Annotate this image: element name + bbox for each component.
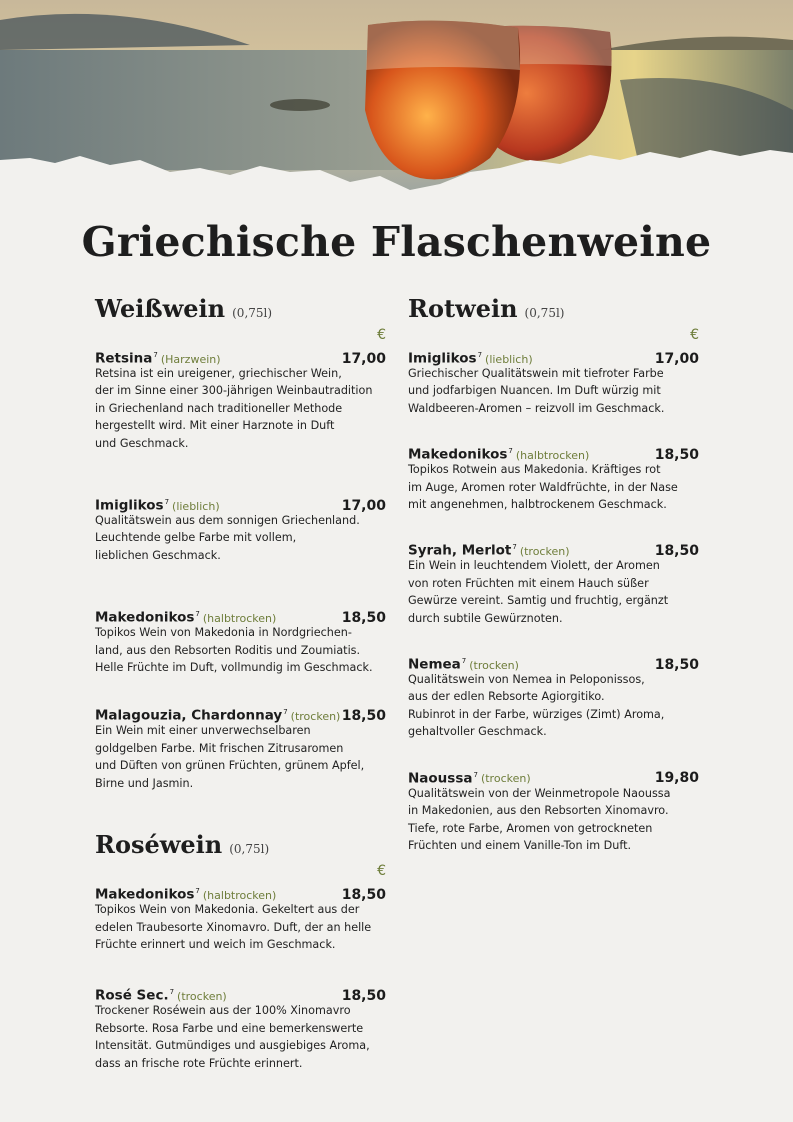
wine-item bbox=[95, 604, 386, 676]
footnote-marker: 7 bbox=[461, 657, 467, 666]
wine-name: Syrah, Merlot bbox=[408, 542, 512, 559]
wine-item bbox=[408, 765, 699, 855]
footnote-marker: 7 bbox=[508, 447, 513, 456]
section-volume: (0,75l) bbox=[232, 306, 273, 320]
wine-item bbox=[408, 441, 699, 513]
wine-name: Makedonikos bbox=[95, 609, 195, 626]
wine-item bbox=[408, 345, 699, 417]
wine-item bbox=[95, 881, 386, 953]
section-title: Weißwein bbox=[95, 294, 226, 323]
right-column bbox=[408, 294, 699, 854]
footnote-marker: 7 bbox=[473, 770, 478, 779]
wine-description: Retsina ist ein ureigener, griechischer Wein, der im Sinne einer 300-jährigen Weinbautradition in Griechenland nach traditioneller Methode hergestellt wird. Mit einer Harznote in Duft und Geschmack. bbox=[95, 367, 373, 450]
wine-price: 18,50 bbox=[654, 656, 699, 673]
wine-name: Imiglikos bbox=[408, 350, 477, 367]
wine-type: (trocken) bbox=[519, 544, 570, 558]
wine-type: (halbtrocken) bbox=[515, 448, 590, 462]
wine-item bbox=[95, 492, 386, 564]
wine-price: 19,80 bbox=[654, 770, 699, 787]
wine-item bbox=[408, 537, 699, 627]
wine-description: Griechischer Qualitätswein mit tiefroter Farbe und jodfarbigen Nuancen. Im Duft würzig mit Waldbeeren-Aromen – reizvoll im Geschmack. bbox=[408, 367, 665, 415]
section-volume: (0,75l) bbox=[524, 306, 565, 320]
wine-price: 17,00 bbox=[654, 350, 699, 367]
page-title: Griechische Flaschenweine bbox=[81, 218, 712, 266]
footnote-marker: 7 bbox=[153, 351, 158, 359]
wine-description: Topikos Wein von Makedonia. Gekeltert aus der edelen Traubesorte Xinomavro. Duft, der an helle Früchte erinnert und weich im Geschmack. bbox=[95, 903, 372, 951]
wine-description: Ein Wein mit einer unverwechselbaren goldgelben Farbe. Mit frischen Zitrusaromen und Düften von grünen Früchten, grünem Apfel, Birne und Jasmin. bbox=[95, 724, 365, 790]
wine-item bbox=[95, 345, 386, 452]
wine-price: 18,50 bbox=[341, 707, 386, 724]
wine-description: Qualitätswein aus dem sonnigen Griechenland. Leuchtende gelbe Farbe mit vollem, lieblichen Geschmack. bbox=[95, 514, 360, 562]
wine-name: Naoussa bbox=[408, 770, 473, 787]
wine-description: Qualitätswein von der Weinmetropole Naoussa in Makedonien, aus den Rebsorten Xinomavro. Tiefe, rote Farbe, Aromen von getrockneten Früchten und einem Vanille-Ton im Duft. bbox=[408, 786, 671, 852]
footnote-marker: 7 bbox=[169, 988, 175, 997]
left-column bbox=[95, 294, 386, 1072]
footnote-marker: 7 bbox=[512, 543, 517, 552]
wine-type: (lieblich) bbox=[172, 499, 220, 513]
wine-name: Rosé Sec. bbox=[95, 987, 169, 1004]
wine-description: Trockener Roséwein aus der 100% Xinomavro Rebsorte. Rosa Farbe und eine bemerkenswerte Intensität. Gutmündiges und ausgiebiges Aroma, dass an frische rote Früchte erinnert. bbox=[95, 1004, 370, 1070]
wine-description: Qualitätswein von Nemea in Peloponissos, aus der edlen Rebsorte Agiorgitiko. Rubinrot in der Farbe, würziges (Zimt) Aroma, gehaltvoller Geschmack. bbox=[408, 673, 665, 739]
currency-label: € bbox=[690, 327, 699, 343]
wine-name: Nemea bbox=[408, 656, 461, 673]
section-header bbox=[95, 830, 386, 860]
wine-price: 18,50 bbox=[341, 609, 386, 626]
wine-price: 17,00 bbox=[341, 350, 386, 367]
section-title: Roséwein bbox=[95, 830, 223, 860]
wine-price: 18,50 bbox=[654, 446, 699, 463]
footnote-marker: 7 bbox=[195, 887, 200, 896]
wine-description: Ein Wein in leuchtendem Violett, der Aromen von roten Früchten mit einem Hauch süßer Gewürze vereint. Samtig und fruchtig, ergänzt durch subtile Gewürznoten. bbox=[408, 559, 669, 625]
wine-description: Topikos Rotwein aus Makedonia. Kräftiges rot im Auge, Aromen roter Waldfrüchte, in der Nase mit angenehmen, halbtrockenem Geschmack. bbox=[408, 463, 678, 512]
wine-item bbox=[408, 651, 699, 741]
wine-type: (trocken) bbox=[290, 709, 341, 723]
wine-price: 17,00 bbox=[341, 497, 386, 514]
wine-price: 18,50 bbox=[341, 987, 386, 1004]
wine-type: (halbtrocken) bbox=[202, 611, 277, 625]
footnote-marker: 7 bbox=[283, 708, 288, 717]
wine-type: (trocken) bbox=[480, 772, 531, 786]
wine-description: Topikos Wein von Makedonia in Nordgriechen- land, aus den Rebsorten Roditis und Zoumiatis. Helle Früchte im Duft, vollmundig im Geschmack. bbox=[95, 626, 373, 675]
wine-type: (lieblich) bbox=[485, 352, 533, 366]
section-white-wine bbox=[95, 294, 386, 792]
wine-price: 18,50 bbox=[341, 886, 386, 903]
wine-type: (Harzwein) bbox=[160, 352, 221, 366]
section-header bbox=[408, 294, 699, 324]
wine-price: 18,50 bbox=[654, 542, 699, 559]
wine-type: (halbtrocken) bbox=[202, 888, 277, 902]
wine-name: Malagouzia, Chardonnay bbox=[95, 707, 283, 724]
wine-name: Makedonikos bbox=[408, 446, 508, 463]
currency-label: € bbox=[377, 863, 386, 880]
wine-type: (trocken) bbox=[469, 658, 519, 672]
wine-name: Imiglikos bbox=[95, 497, 164, 514]
wine-item bbox=[95, 702, 386, 792]
currency-label: € bbox=[377, 327, 386, 343]
footnote-marker: 7 bbox=[195, 610, 200, 619]
footnote-marker: 7 bbox=[164, 498, 170, 507]
section-rose-wine bbox=[95, 830, 386, 1072]
footnote-marker: 7 bbox=[477, 351, 483, 359]
section-red-wine bbox=[408, 294, 699, 854]
section-volume: (0,75l) bbox=[229, 842, 270, 857]
hero-photo bbox=[0, 0, 793, 200]
section-header bbox=[95, 294, 386, 324]
wine-item bbox=[95, 982, 386, 1072]
wine-type: (trocken) bbox=[177, 989, 227, 1003]
wine-name: Retsina bbox=[95, 350, 153, 367]
section-title: Rotwein bbox=[408, 294, 518, 323]
wine-name: Makedonikos bbox=[95, 886, 195, 903]
